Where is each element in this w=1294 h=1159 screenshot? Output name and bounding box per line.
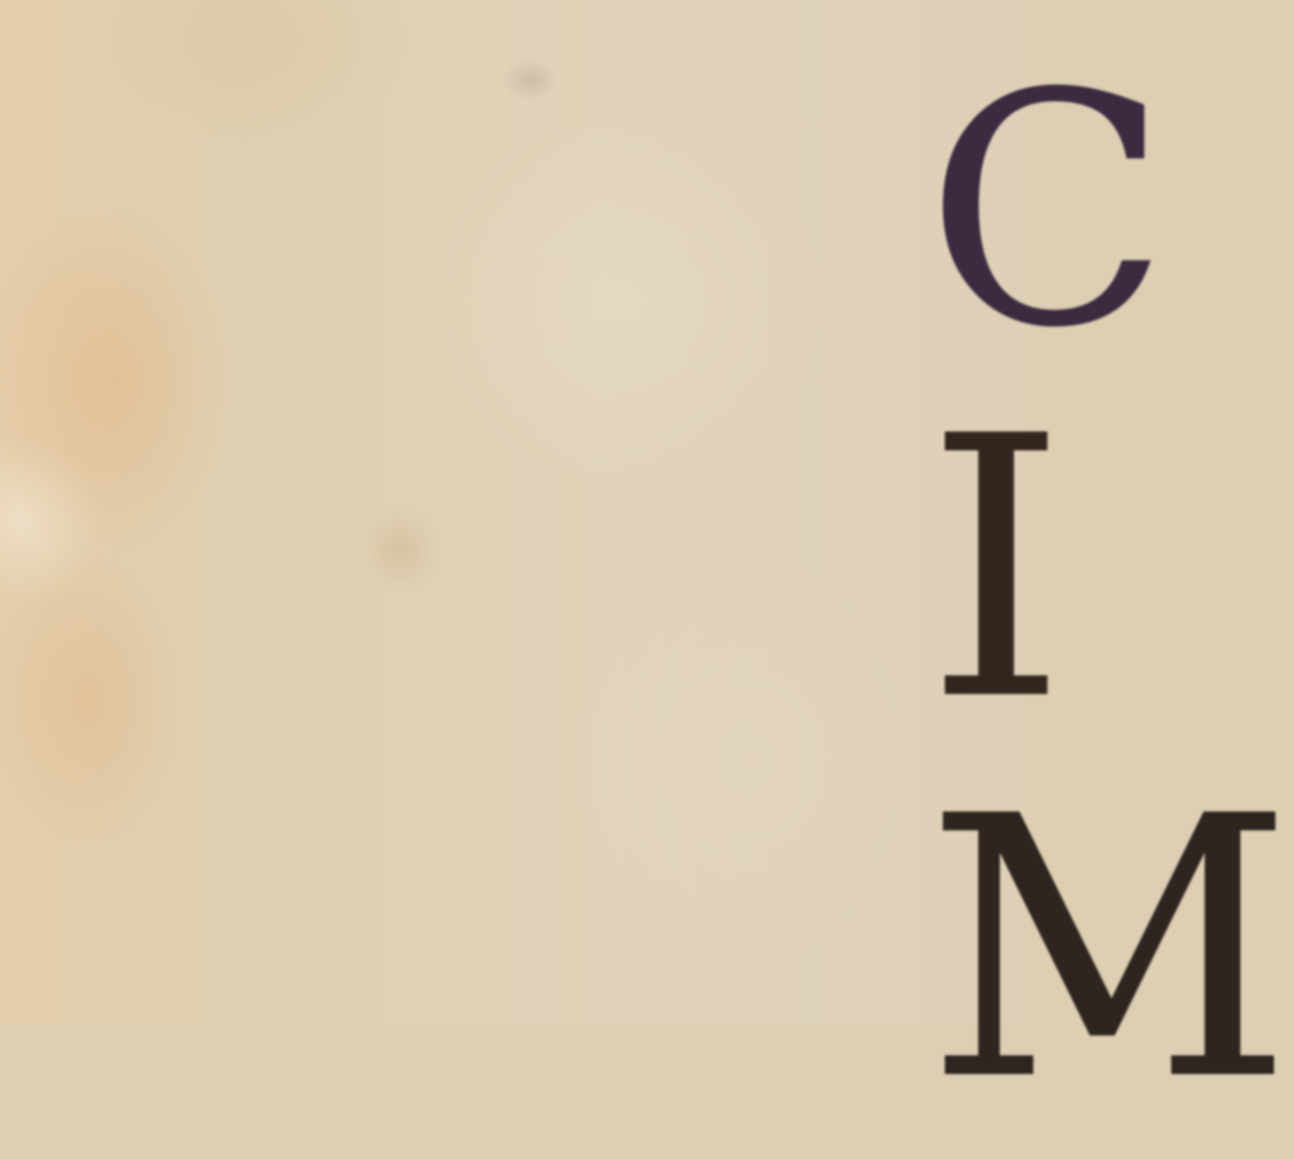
printed-letter-c: C bbox=[925, 26, 1170, 398]
printed-letter-m: M bbox=[925, 740, 1294, 1159]
printed-letter-i: I bbox=[925, 360, 1068, 779]
